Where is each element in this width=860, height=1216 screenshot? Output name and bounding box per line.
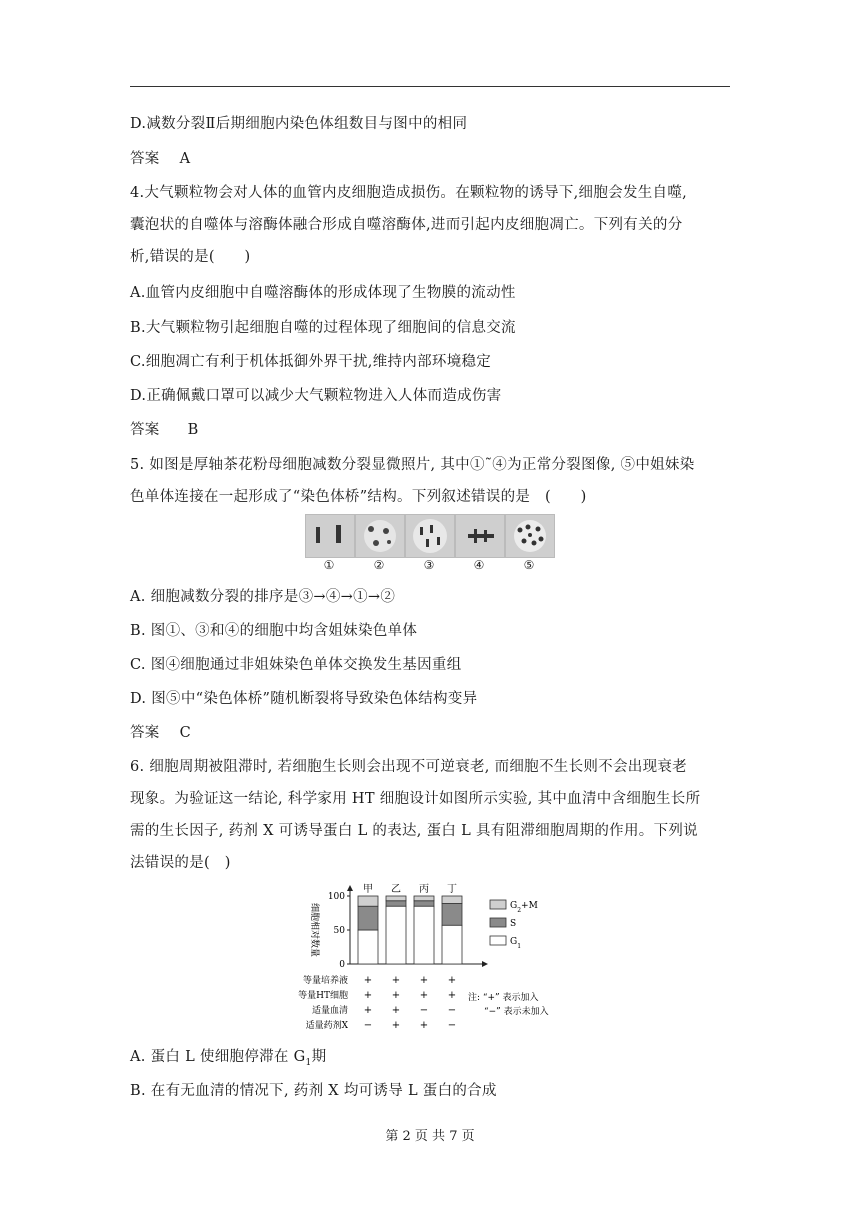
q6-stem-3: 需的生长因子, 药剂 X 可诱导蛋白 L 的表达, 蛋白 L 具有阻滞细胞周期的作用。下列说 (130, 823, 698, 839)
answer-value: A (179, 151, 191, 167)
q5-answer (130, 721, 191, 742)
q4-stem-1: 4.大气颗粒物会对人体的血管内皮细胞造成损伤。在颗粒物的诱导下,细胞会发生自噬, (130, 185, 688, 201)
condition-mark: + (391, 975, 401, 986)
micrograph-label-2: ② (373, 558, 385, 572)
q6-stem-1: 6. 细胞周期被阻滞时, 若细胞生长则会出现不可逆衰老, 而细胞不生长则不会出现衰老 (130, 759, 687, 775)
bar-G1-1 (386, 906, 406, 964)
bar-G2-M-1 (386, 896, 406, 901)
y-axis-label: 细胞相对数量 (309, 902, 319, 958)
condition-mark: + (447, 990, 457, 1001)
micrograph-label-4: ④ (473, 558, 485, 572)
q4-option-d: D.正确佩戴口罩可以减少大气颗粒物进入人体而造成伤害 (130, 388, 502, 404)
category-label: 丙 (419, 884, 429, 895)
condition-mark: − (363, 1020, 373, 1031)
legend-g1-label: $G_1$ (510, 937, 522, 950)
note-line-1: 注: “+” 表示加入 (468, 993, 539, 1003)
page-footer: 第 2 页 共 7 页 (385, 1129, 475, 1144)
header-rule (130, 86, 730, 87)
q6-option-a (130, 1045, 326, 1068)
answer-value: C (179, 725, 192, 741)
q3-answer (130, 147, 190, 168)
cell-cycle-chart (290, 880, 580, 1040)
y-axis-arrow (347, 885, 353, 891)
bar-S-2 (414, 901, 434, 906)
condition-mark: − (419, 1005, 429, 1016)
q6-stem-2: 现象。为验证这一结论, 科学家用 HT 细胞设计如图所示实验, 其中血清中含细胞生长所 (130, 791, 701, 807)
condition-mark: + (447, 975, 457, 986)
q4-stem-2: 囊泡状的自噬体与溶酶体融合形成自噬溶酶体,进而引起内皮细胞凋亡。下列有关的分 (130, 217, 683, 233)
y-tick-label: 100 (327, 892, 345, 902)
answer-value: B (187, 422, 199, 438)
q6-option-a-sub: 1 (305, 1057, 312, 1068)
q5-stem-1: 5. 如图是厚轴茶花粉母细胞减数分裂显微照片, 其中①˜④为正常分裂图像, ⑤中姐妹染 (130, 457, 695, 473)
q6-stem-4: 法错误的是( ) (130, 855, 231, 871)
condition-mark: − (447, 1005, 457, 1016)
category-label: 乙 (391, 884, 401, 895)
condition-mark: + (419, 990, 429, 1001)
bar-G1-3 (442, 925, 462, 964)
condition-mark: + (363, 990, 373, 1001)
condition-mark: + (363, 1005, 373, 1016)
q6-option-a-suffix: 期 (311, 1049, 327, 1065)
q4-stem-3: 析,错误的是( ) (130, 249, 251, 265)
legend-g2m-label: $G_2+M$ (510, 901, 538, 914)
micrograph-label-5: ⑤ (523, 558, 535, 572)
bar-G1-2 (414, 906, 434, 964)
micrograph-label-1: ① (323, 558, 335, 572)
q4-option-c: C.细胞凋亡有利于机体抵御外界干扰,维持内部环境稳定 (130, 354, 492, 370)
condition-mark: + (391, 1020, 401, 1031)
condition-label-0: 等量培养液 (302, 976, 348, 986)
q5-stem-2: 色单体连接在一起形成了“染色体桥”结构。下列叙述错误的是 ( ) (130, 489, 587, 505)
y-tick-label: 50 (333, 926, 345, 936)
bar-S-0 (358, 906, 378, 930)
bar-S-1 (386, 901, 406, 906)
legend-g1-swatch (490, 936, 506, 945)
condition-mark: + (419, 1020, 429, 1031)
answer-label: 答案 (130, 422, 160, 438)
bar-G2-M-0 (358, 896, 378, 906)
bar-S-3 (442, 903, 462, 925)
legend-s-swatch (490, 918, 506, 927)
answer-label: 答案 (130, 151, 160, 167)
legend-g2m-swatch (490, 900, 506, 909)
micrograph-2 (355, 514, 405, 558)
condition-label-2: 适量血清 (311, 1006, 348, 1016)
condition-label-3: 适量药剂X (305, 1021, 348, 1031)
q3-option-d: D.减数分裂Ⅱ后期细胞内染色体组数目与图中的相同 (130, 116, 468, 132)
category-label: 甲 (363, 884, 373, 895)
q6-option-b: B. 在有无血清的情况下, 药剂 X 均可诱导 L 蛋白的合成 (130, 1083, 497, 1099)
note-line-2: “−” 表示未加入 (484, 1007, 549, 1017)
q5-option-c: C. 图④细胞通过非姐妹染色单体交换发生基因重组 (130, 657, 462, 673)
q6-option-a-prefix: A. 蛋白 L 使细胞停滞在 G (130, 1049, 306, 1065)
micrograph-4 (455, 514, 505, 558)
condition-label-1: 等量HT细胞 (298, 991, 348, 1001)
bar-G2-M-3 (442, 896, 462, 903)
q5-option-d: D. 图⑤中“染色体桥”随机断裂将导致染色体结构变异 (130, 691, 478, 707)
micrograph-5 (505, 514, 555, 558)
micrograph-label-3: ③ (423, 558, 435, 572)
condition-mark: + (363, 975, 373, 986)
q5-option-b: B. 图①、③和④的细胞中均含姐妹染色单体 (130, 623, 418, 639)
micrograph-3 (405, 514, 455, 558)
answer-label: 答案 (130, 725, 160, 741)
bar-G2-M-2 (414, 896, 434, 901)
condition-mark: + (391, 990, 401, 1001)
q4-option-a: A.血管内皮细胞中自噬溶酶体的形成体现了生物膜的流动性 (130, 285, 516, 301)
q4-option-b: B.大气颗粒物引起细胞自噬的过程体现了细胞间的信息交流 (130, 320, 516, 336)
x-axis-arrow (482, 961, 488, 967)
bar-G1-0 (358, 930, 378, 964)
q4-answer (130, 418, 199, 439)
category-label: 丁 (447, 884, 457, 895)
micrograph-1 (305, 514, 355, 558)
y-tick-label: 0 (339, 960, 345, 970)
condition-mark: + (419, 975, 429, 986)
condition-mark: + (391, 1005, 401, 1016)
q5-option-a: A. 细胞减数分裂的排序是③→④→①→② (130, 589, 396, 605)
condition-mark: − (447, 1020, 457, 1031)
legend-s-label: S (510, 919, 517, 929)
micrograph-strip (305, 514, 555, 572)
